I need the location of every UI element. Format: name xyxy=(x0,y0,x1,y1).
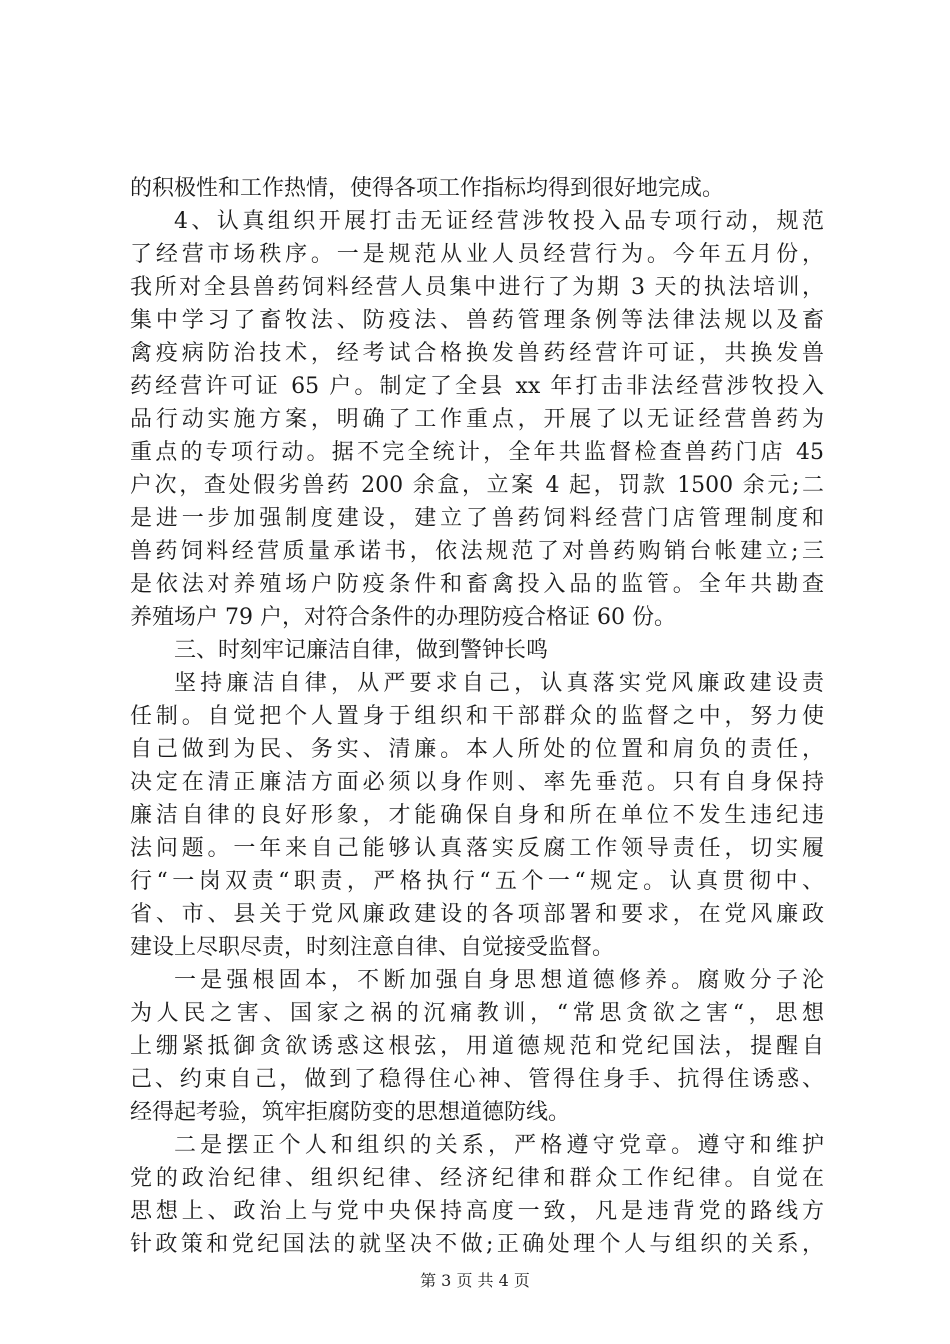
text-line: 任制。自觉把个人置身于组织和干部群众的监督之中，努力使 xyxy=(130,704,824,729)
text-line: 为人民之害、国家之祸的沉痛教训，“常思贪欲之害“，思想 xyxy=(130,1001,824,1026)
text-line: 针政策和党纪国法的就坚决不做;正确处理个人与组织的关系， xyxy=(130,1232,824,1257)
text-line: 省、市、县关于党风廉政建设的各项部署和要求，在党风廉政 xyxy=(130,902,824,927)
text-line: 我所对全县兽药饲料经营人员集中进行了为期 3 天的执法培训， xyxy=(130,275,824,300)
text-line: 党的政治纪律、组织纪律、经济纪律和群众工作纪律。自觉在 xyxy=(130,1166,824,1191)
text-line: 经得起考验，筑牢拒腐防变的思想道德防线。 xyxy=(130,1100,571,1125)
text-line: 集中学习了畜牧法、防疫法、兽药管理条例等法律法规以及畜 xyxy=(130,308,824,333)
text-line: 坚持廉洁自律，从严要求自己，认真落实党风廉政建设责 xyxy=(174,671,824,696)
text-line: 是进一步加强制度建设，建立了兽药饲料经营门店管理制度和 xyxy=(130,506,824,531)
text-line: 户次，查处假劣兽药 200 余盒，立案 4 起，罚款 1500 余元;二 xyxy=(130,473,824,498)
text-line: 的积极性和工作热情，使得各项工作指标均得到很好地完成。 xyxy=(130,176,725,201)
text-line: 廉洁自律的良好形象，才能确保自身和所在单位不发生违纪违 xyxy=(130,803,824,828)
text-line: 法问题。一年来自己能够认真落实反腐工作领导责任，切实履 xyxy=(130,836,824,861)
text-line: 4、认真组织开展打击无证经营涉牧投入品专项行动，规范 xyxy=(174,209,824,234)
text-line: 思想上、政治上与党中央保持高度一致，凡是违背党的路线方 xyxy=(130,1199,824,1224)
page-number-label: 第 3 页 共 4 页 xyxy=(420,1271,530,1290)
page-footer xyxy=(0,1270,950,1292)
document-body xyxy=(130,172,824,1261)
text-line: 了经营市场秩序。一是规范从业人员经营行为。今年五月份， xyxy=(130,242,824,267)
text-line: 己、约束自己，做到了稳得住心神、管得住身手、抗得住诱惑、 xyxy=(130,1067,824,1092)
text-line: 药经营许可证 65 户。制定了全县 xx 年打击非法经营涉牧投入 xyxy=(130,374,824,399)
text-line: 建设上尽职尽责，时刻注意自律、自觉接受监督。 xyxy=(130,935,615,960)
text-line: 禽疫病防治技术，经考试合格换发兽药经营许可证，共换发兽 xyxy=(130,341,824,366)
text-line: 是依法对养殖场户防疫条件和畜禽投入品的监管。全年共勘查 xyxy=(130,572,824,597)
text-line: 行“一岗双责“职责，严格执行“五个一“规定。认真贯彻中、 xyxy=(130,869,824,894)
text-line: 二是摆正个人和组织的关系，严格遵守党章。遵守和维护 xyxy=(174,1133,824,1158)
text-line: 重点的专项行动。据不完全统计，全年共监督检查兽药门店 45 xyxy=(130,440,824,465)
text-line: 三、时刻牢记廉洁自律，做到警钟长鸣 xyxy=(174,638,549,663)
text-line: 自己做到为民、务实、清廉。本人所处的位置和肩负的责任， xyxy=(130,737,824,762)
text-line: 养殖场户 79 户，对符合条件的办理防疫合格证 60 份。 xyxy=(130,605,676,630)
text-line: 品行动实施方案，明确了工作重点，开展了以无证经营兽药为 xyxy=(130,407,824,432)
text-line: 决定在清正廉洁方面必须以身作则、率先垂范。只有自身保持 xyxy=(130,770,824,795)
text-line: 兽药饲料经营质量承诺书，依法规范了对兽药购销台帐建立;三 xyxy=(130,539,824,564)
text-line: 上绷紧抵御贪欲诱惑这根弦，用道德规范和党纪国法，提醒自 xyxy=(130,1034,824,1059)
text-line: 一是强根固本，不断加强自身思想道德修养。腐败分子沦 xyxy=(174,968,824,993)
